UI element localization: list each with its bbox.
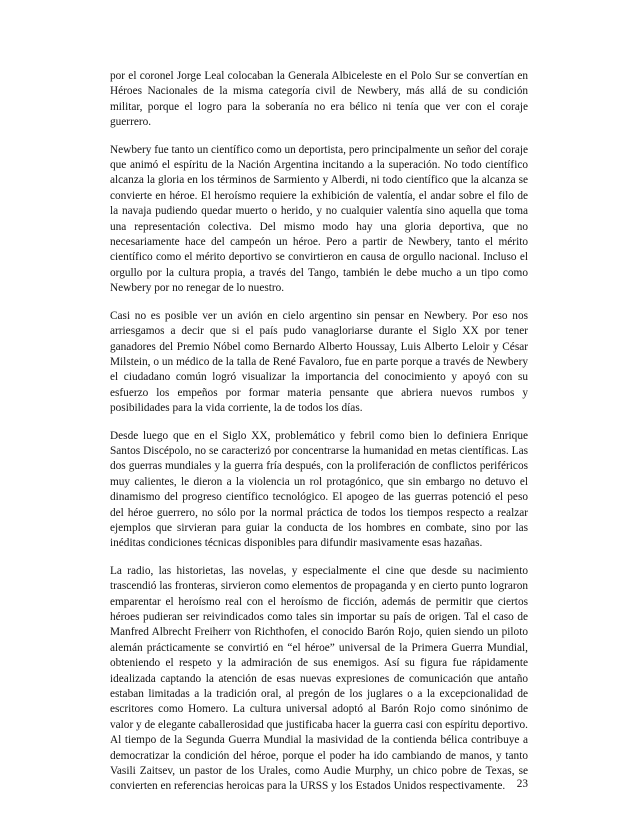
body-text bbox=[110, 69, 528, 807]
paragraph-5: La radio, las historietas, las novelas, y especialmente el cine que desde su nacimiento trascendió las fronteras, sirvieron como elementos de propaganda y en cierto punto lograron emparentar el heroísmo real con el heroísmo de ficción, además de permitir que ciertos héroes pudieran ser reivindicados como tales sin importar su país de origen. Tal el caso de Manfred Albrecht Freiherr von Richthofen, el conocido Barón Rojo, quien siendo un piloto alemán prácticamente se convirtió en “el héroe” universal de la Primera Guerra Mundial, obteniendo el respeto y la admiración de sus enemigos. Así su figura fue rápidamente idealizada captando la atención de esas nuevas expresiones de comunicación que antaño estaban limitadas a la tradición oral, al pregón de los juglares o a la excepcionalidad de escritores como Homero. La cultura universal adoptó al Barón Rojo como sinónimo de valor y de elegante caballerosidad que justificaba hacer la guerra casi con espíritu deportivo. Al tiempo de la Segunda Guerra Mundial la masividad de la contienda bélica contribuye a democratizar la condición del héroe, porque el poder ha ido cambiando de manos, y tanto Vasili Zaitsev, un pastor de los Urales, como Audie Murphy, un chico pobre de Texas, se convierten en referencias heroicas para la URSS y los Estados Unidos respectivamente. bbox=[110, 564, 528, 793]
paragraph-2: Newbery fue tanto un científico como un deportista, pero principalmente un señor del coraje que animó el espíritu de la Nación Argentina incitando a la superación. No todo científico alcanza la gloria en los términos de Sarmiento y Alberdi, ni todo científico que la alcanza se convierte en héroe. El heroísmo requiere la exhibición de valentía, el andar sobre el filo de la navaja pudiendo quedar muerto o herido, y no cualquier valentía sino aquella que toma una representación colectiva. Del mismo modo hay una gloria deportiva, que no necesariamente hace del campeón un héroe. Pero a partir de Newbery, tanto el mérito científico como el mérito deportivo se convirtieron en causa de orgullo nacional. Incluso el orgullo por la cultura propia, a través del Tango, también le debe mucho a un tipo como Newbery por no renegar de lo nuestro. bbox=[110, 143, 528, 295]
paragraph-3: Casi no es posible ver un avión en cielo argentino sin pensar en Newbery. Por eso nos arriesgamos a decir que si el país pudo vanagloriarse durante el Siglo XX por tener ganadores del Premio Nóbel como Bernardo Alberto Houssay, Luis Alberto Leloir y César Milstein, o un médico de la talla de René Favaloro, fue en parte porque a través de Newbery el ciudadano común logró visualizar la importancia del conocimiento y apoyó con su esfuerzo los empeños por formar materia pensante que abriera nuevos rumbos y posibilidades para la vida corriente, la de todos los días. bbox=[110, 309, 528, 415]
paragraph-1: por el coronel Jorge Leal colocaban la Generala Albiceleste en el Polo Sur se convertían en Héroes Nacionales de la misma categoría civil de Newbery, más allá de su condición militar, porque el logro para la soberanía no era bélico ni tenía que ver con el coraje guerrero. bbox=[110, 70, 528, 129]
page-number: 23 bbox=[516, 778, 528, 790]
paragraph-4: Desde luego que en el Siglo XX, problemático y febril como bien lo definiera Enrique Santos Discépolo, no se caracterizó por concentrarse la humanidad en metas científicas. Las dos guerras mundiales y la guerra fría después, con la proliferación de conflictos periféricos muy calientes, le dieron a la violencia un rol protagónico, que sin embargo no detuvo el dinamismo del progreso científico tecnológico. El apogeo de las guerras potenció el peso del héroe guerrero, no sólo por la normal práctica de todos los tiempos respecto a realzar ejemplos que sirvieran para guiar la conducta de los hombres en combate, sino por las inéditas condiciones técnicas disponibles para difundir masivamente esas hazañas. bbox=[110, 429, 528, 550]
